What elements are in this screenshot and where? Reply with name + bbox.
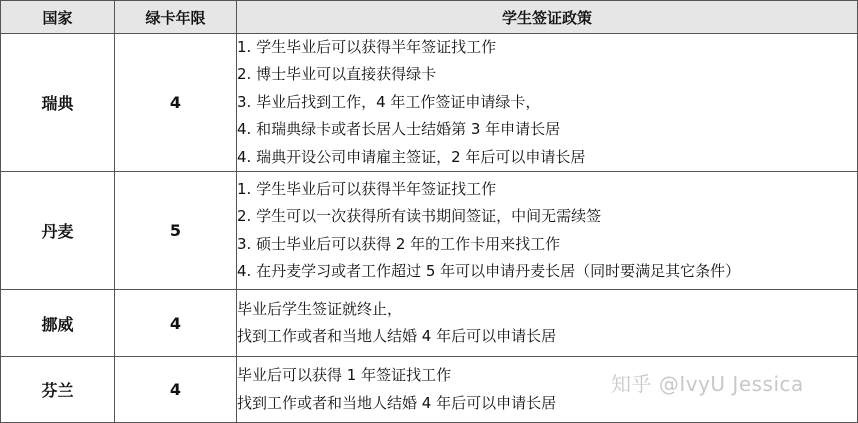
policy-line: 1. 学生毕业后可以获得半年签证找工作 (237, 179, 497, 198)
policy-cell (237, 290, 858, 357)
table-row (1, 34, 858, 172)
green-card-years-cell: 4 (115, 290, 237, 357)
policy-line: 毕业后可以获得 1 年签证找工作 (237, 366, 452, 385)
policy-line: 找到工作或者和当地人结婚 4 年后可以申请长居 (237, 393, 557, 412)
country-cell: 芬兰 (1, 357, 115, 423)
table-row (1, 290, 858, 357)
policy-line: 4. 和瑞典绿卡或者长居人士结婚第 3 年申请长居 (237, 120, 561, 139)
policy-cell (237, 172, 858, 290)
header-policy: 学生签证政策 (237, 1, 858, 34)
policy-line: 3. 硕士毕业后可以获得 2 年的工作卡用来找工作 (237, 234, 561, 253)
green-card-years-cell: 4 (115, 34, 237, 172)
policy-cell (237, 34, 858, 172)
policy-line: 2. 学生可以一次获得所有读书期间签证，中间无需续签 (237, 207, 602, 226)
header-country: 国家 (1, 1, 115, 34)
header-row (1, 1, 858, 34)
country-cell: 丹麦 (1, 172, 115, 290)
header-years: 绿卡年限 (115, 1, 237, 34)
policy-line: 3. 毕业后找到工作，4 年工作签证申请绿卡， (237, 92, 541, 111)
table-row (1, 172, 858, 290)
policy-line: 1. 学生毕业后可以获得半年签证找工作 (237, 38, 497, 56)
policy-line: 2. 博士毕业可以直接获得绿卡 (237, 65, 437, 84)
green-card-years-cell: 4 (115, 357, 237, 423)
watermark: 知乎 @IvyU Jessica (611, 372, 804, 396)
policy-line: 找到工作或者和当地人结婚 4 年后可以申请长居 (237, 327, 557, 346)
policy-line: 4. 在丹麦学习或者工作超过 5 年可以申请丹麦长居（同时要满足其它条件） (237, 261, 741, 280)
policy-line: 毕业后学生签证就终止， (237, 299, 403, 318)
country-cell: 挪威 (1, 290, 115, 357)
policy-line: 4. 瑞典开设公司申请雇主签证，2 年后可以申请长居 (237, 147, 586, 166)
country-cell: 瑞典 (1, 34, 115, 172)
green-card-years-cell: 5 (115, 172, 237, 290)
